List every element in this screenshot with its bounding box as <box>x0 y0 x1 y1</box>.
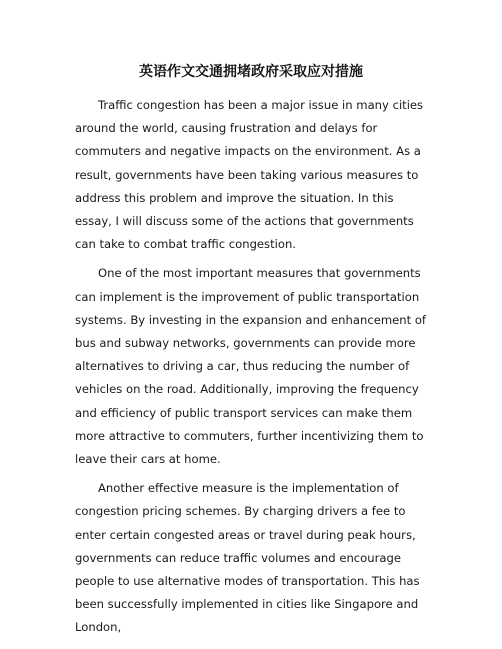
document-title: 英语作文交通拥堵政府采取应对措施 <box>139 64 363 80</box>
paragraph-2: One of the most important measures that governments can implement is the improvement of public transportation systems. By investing in the expansion and enhancement of bus and subway networks, governments can provide more alternatives to driving a car, thus reducing the number of vehicles on the road. Additionally, improving the frequency and efficiency of public transport services can make them more attractive to commuters, further incentivizing them to leave their cars at home. <box>75 266 427 467</box>
paragraph-1: Traffic congestion has been a major issue in many cities around the world, causing frustration and delays for commuters and negative impacts on the environment. As a result, governments have been taking various measures to address this problem and improve the situation. In this essay, I will discuss some of the actions that governments can take to combat traffic congestion. <box>75 98 424 252</box>
paragraph-3: Another effective measure is the implementation of congestion pricing schemes. By charging drivers a fee to enter certain congested areas or travel during peak hours, governments can reduce traffic volumes and encourage people to use alternative modes of transportation. This has been successfully implemented in cities like Singapore and London, <box>75 481 420 635</box>
document-body <box>75 94 431 646</box>
